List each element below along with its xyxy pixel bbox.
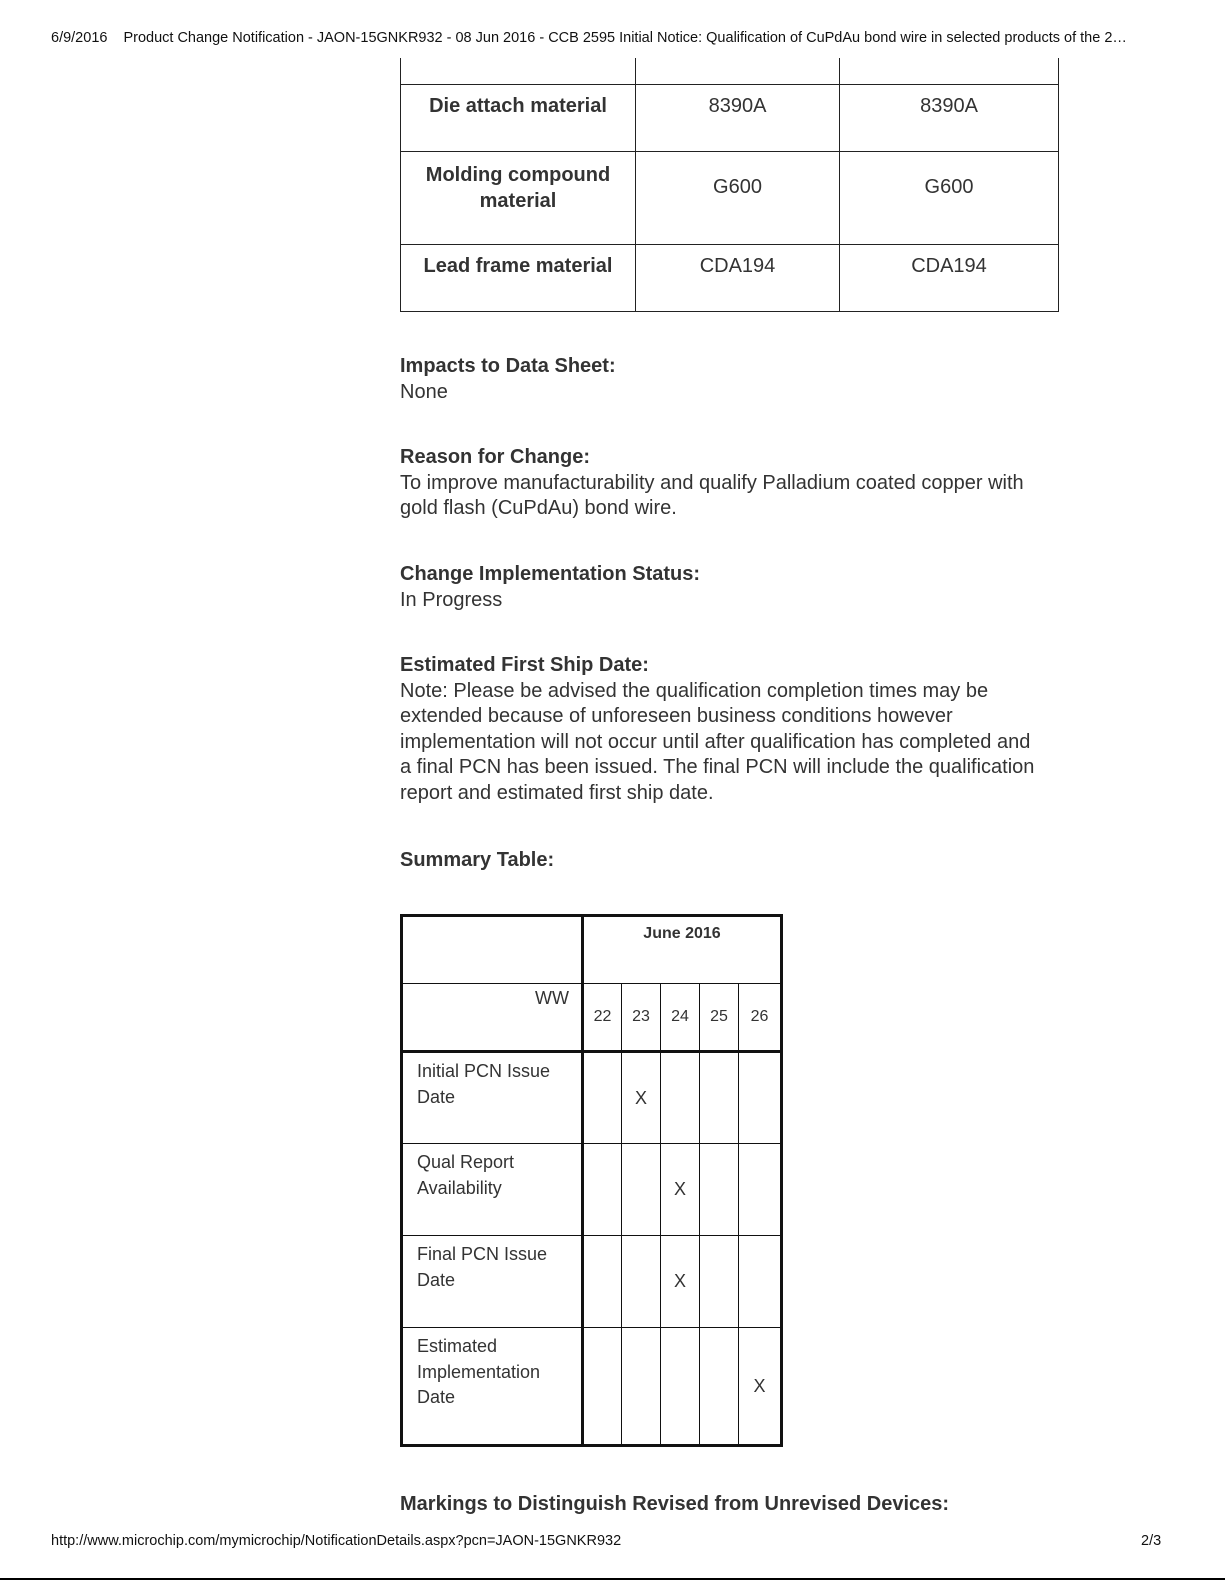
section-heading: Estimated First Ship Date:	[400, 654, 649, 676]
print-date: 6/9/2016	[51, 30, 108, 46]
table-row	[401, 152, 1059, 245]
row-label: Final PCN Issue Date	[402, 1236, 583, 1328]
table-top-stub	[401, 58, 1059, 85]
section-body: Note: Please be advised the qualification completion times may be extended because of unforeseen business conditions however implementation will not occur until after qualification has completed and a final PCN has been issued. The final PCN will include the qualification report and estimated first ship date.	[400, 679, 1035, 804]
mark-cell	[661, 1052, 700, 1144]
ship-date-section	[400, 653, 1080, 806]
status-section	[400, 562, 1080, 613]
summary-week-row	[402, 984, 782, 1052]
mark-cell: X	[661, 1236, 700, 1328]
mark-cell	[622, 1144, 661, 1236]
mark-cell	[583, 1052, 622, 1144]
markings-section	[400, 1492, 1100, 1518]
section-heading: Reason for Change:	[400, 446, 591, 468]
mark-cell: X	[661, 1144, 700, 1236]
row-value-new: 8390A	[840, 85, 1059, 152]
table-row	[402, 1328, 782, 1446]
print-header	[51, 30, 1171, 46]
mark-cell	[700, 1144, 739, 1236]
row-label: Molding compound material	[401, 152, 636, 245]
mark-cell	[583, 1236, 622, 1328]
impacts-section	[400, 354, 1080, 405]
section-heading: Summary Table:	[400, 849, 555, 871]
row-value-new: G600	[840, 152, 1059, 245]
row-label: Die attach material	[401, 85, 636, 152]
mark-cell: X	[622, 1052, 661, 1144]
row-label: Qual Report Availability	[402, 1144, 583, 1236]
section-heading: Impacts to Data Sheet:	[400, 355, 616, 377]
mark-cell	[622, 1236, 661, 1328]
mark-cell	[739, 1236, 782, 1328]
summary-section	[400, 848, 1080, 874]
week-number: 24	[661, 984, 700, 1052]
summary-month-row	[402, 916, 782, 984]
section-heading: Change Implementation Status:	[400, 563, 701, 585]
row-label: Initial PCN Issue Date	[402, 1052, 583, 1144]
week-number: 22	[583, 984, 622, 1052]
row-label: Estimated Implementation Date	[402, 1328, 583, 1446]
reason-section	[400, 445, 1080, 522]
section-body: In Progress	[400, 588, 503, 611]
footer-url: http://www.microchip.com/mymicrochip/NotificationDetails.aspx?pcn=JAON-15GNKR932	[51, 1533, 622, 1549]
ww-label: WW	[402, 984, 583, 1052]
week-number: 25	[700, 984, 739, 1052]
mark-cell	[739, 1052, 782, 1144]
mark-cell: X	[739, 1328, 782, 1446]
week-number: 23	[622, 984, 661, 1052]
bottom-divider	[0, 1578, 1225, 1580]
mark-cell	[622, 1328, 661, 1446]
mark-cell	[700, 1328, 739, 1446]
row-value-current: G600	[636, 152, 840, 245]
month-label: June 2016	[583, 916, 782, 984]
page-number: 2/3	[1141, 1533, 1162, 1549]
table-row	[401, 245, 1059, 312]
row-value-current: 8390A	[636, 85, 840, 152]
mark-cell	[700, 1052, 739, 1144]
section-body: To improve manufacturability and qualify Palladium coated copper with gold flash (CuPdAu) bond wire.	[400, 471, 1024, 519]
mark-cell	[583, 1328, 622, 1446]
section-heading: Markings to Distinguish Revised from Unrevised Devices:	[400, 1493, 950, 1515]
table-row	[401, 85, 1059, 152]
row-value-current: CDA194	[636, 245, 840, 312]
mark-cell	[739, 1144, 782, 1236]
row-value-new: CDA194	[840, 245, 1059, 312]
section-body: None	[400, 380, 448, 403]
table-row	[402, 1144, 782, 1236]
mark-cell	[700, 1236, 739, 1328]
mark-cell	[583, 1144, 622, 1236]
print-title: Product Change Notification - JAON-15GNKR932 - 08 Jun 2016 - CCB 2595 Initial Notice: Qualification of CuPdAu bond wire in selected products of the 2…	[123, 30, 1127, 46]
table-row	[402, 1236, 782, 1328]
summary-table	[400, 914, 783, 1447]
row-label: Lead frame material	[401, 245, 636, 312]
week-number: 26	[739, 984, 782, 1052]
table-row	[402, 1052, 782, 1144]
materials-table	[400, 58, 1059, 312]
mark-cell	[661, 1328, 700, 1446]
